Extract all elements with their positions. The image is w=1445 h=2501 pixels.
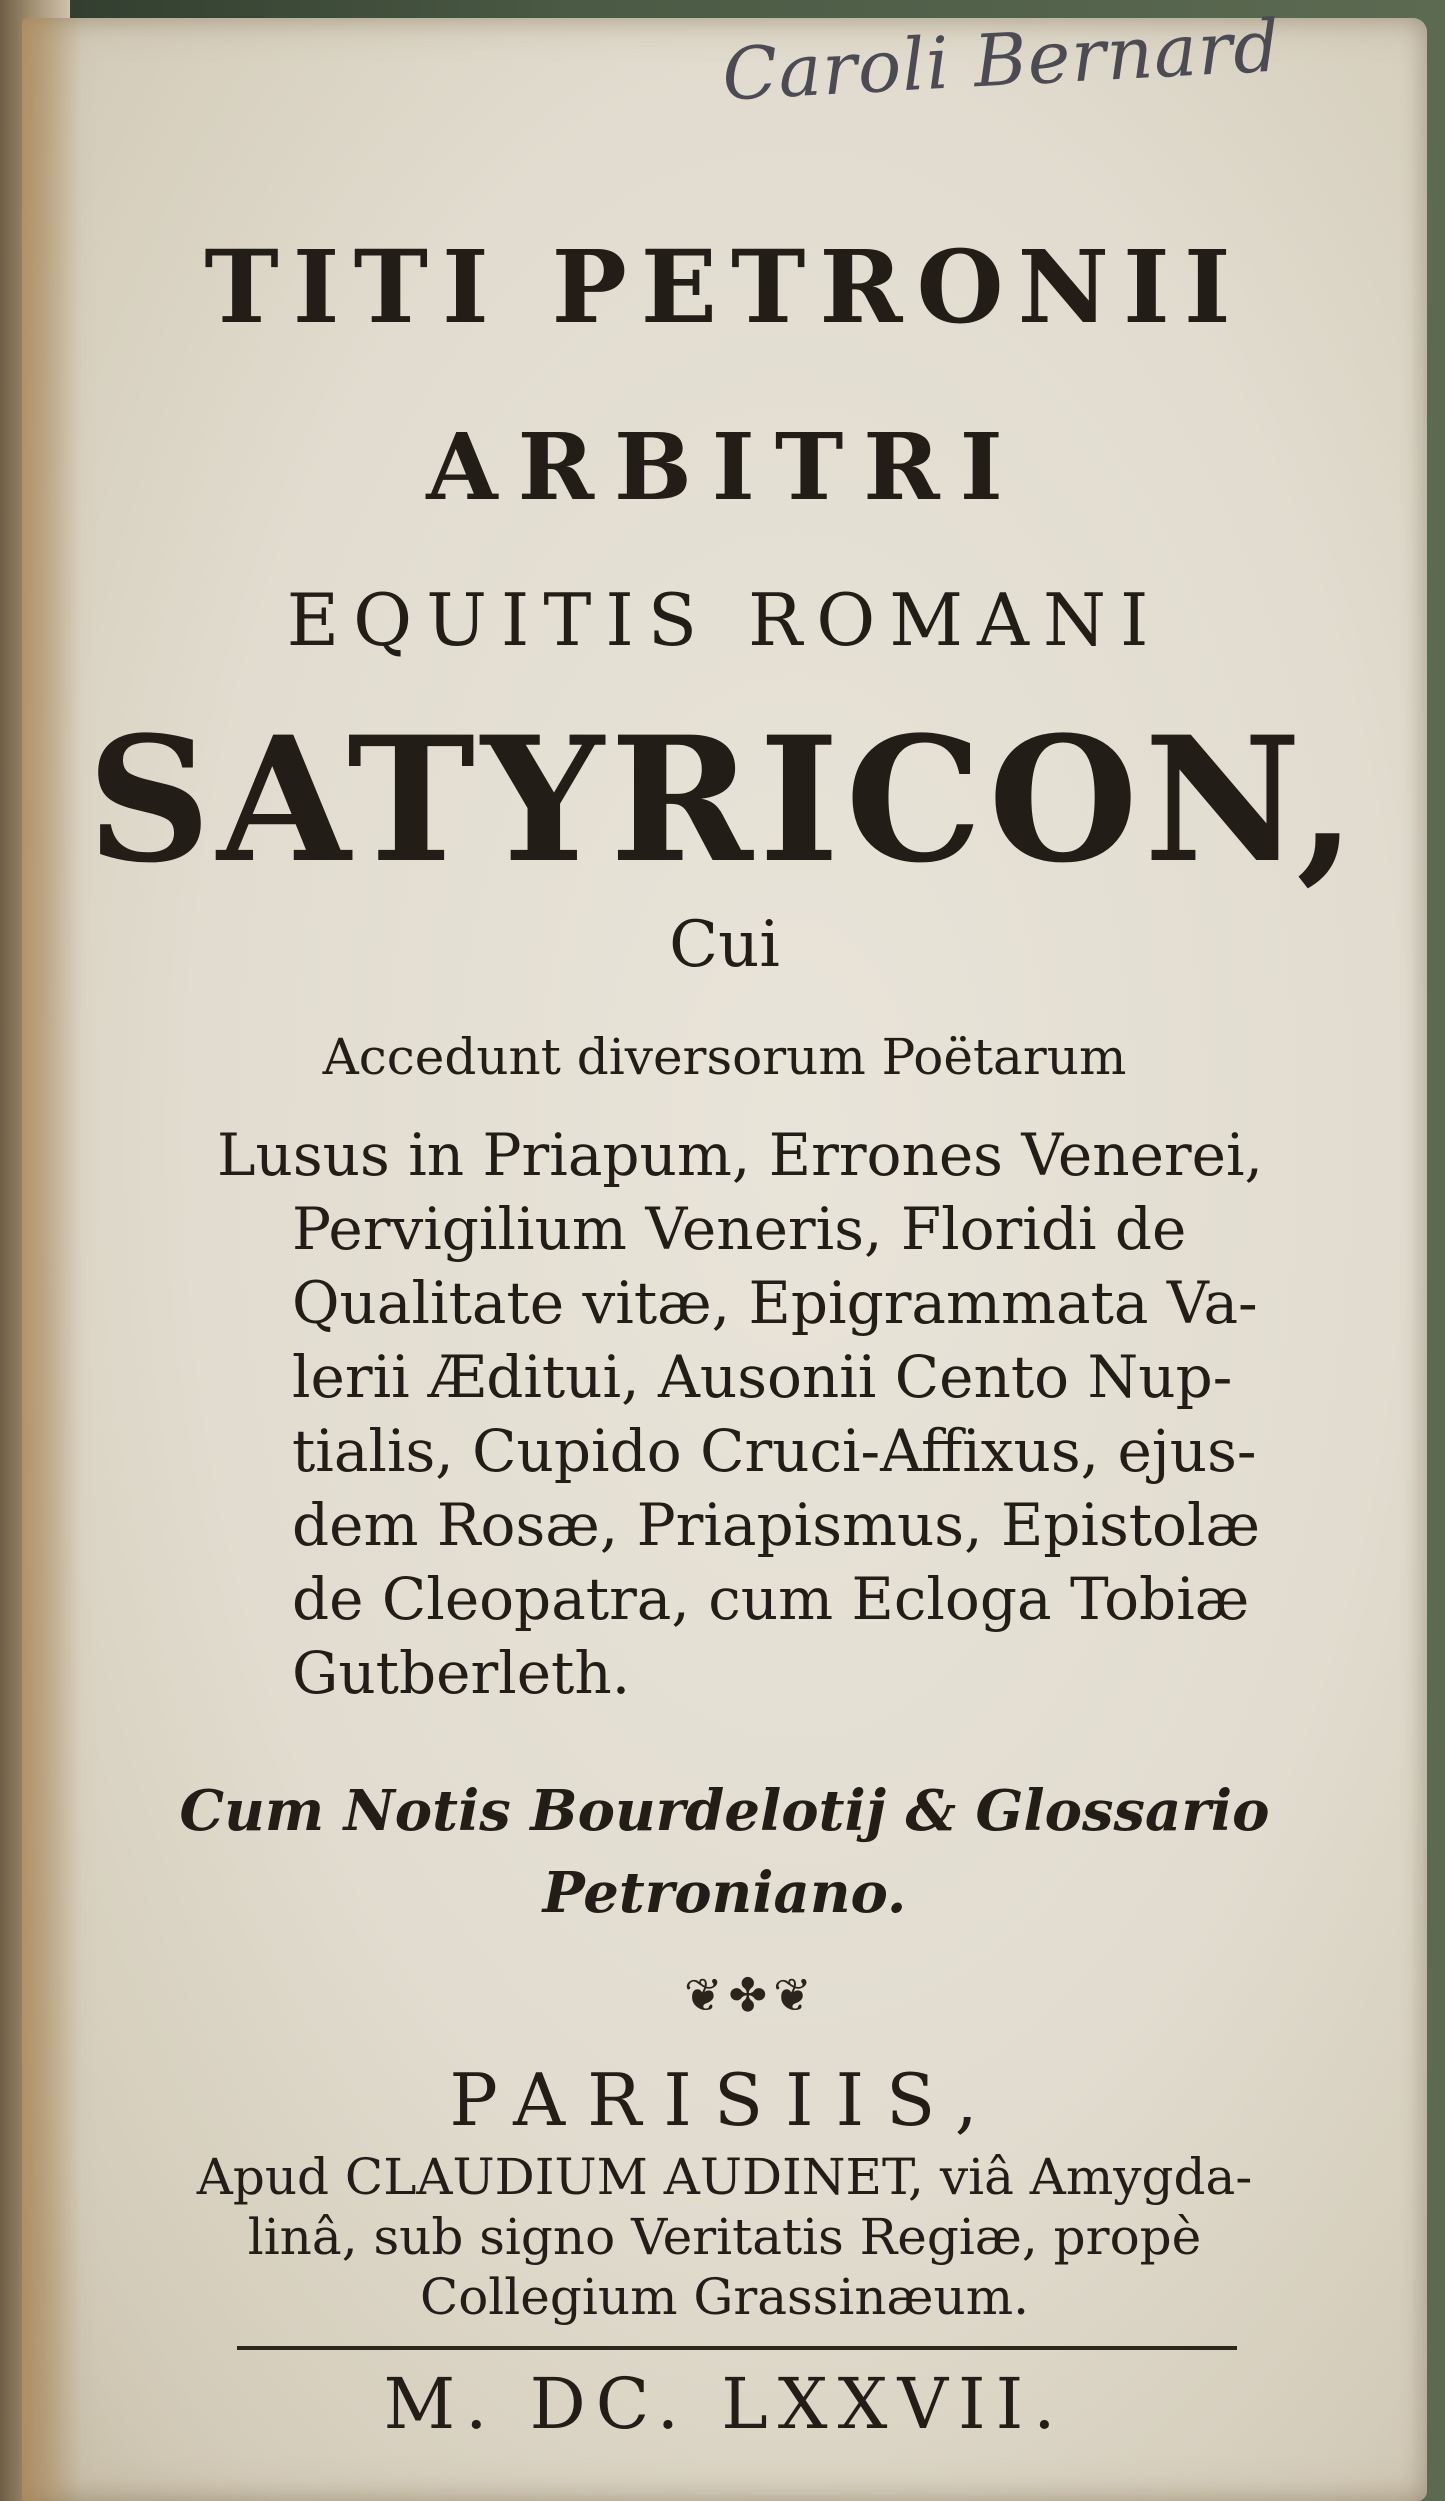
contents-line: dem Rosæ, Priapismus, Epistolæ [292,1491,1261,1559]
contents-line: lerii Æditui, Ausonii Cento Nup- [292,1343,1233,1411]
contents-line: tialis, Cupido Cruci-Affixus, ejus- [292,1417,1257,1485]
subtitle-line: Accedunt diversorum Poëtarum [322,1028,1127,1086]
title-page [22,3,1427,2501]
contents-line: de Cleopatra, cum Ecloga Tobiæ [292,1565,1250,1633]
contents-paragraph [217,1118,1347,1710]
imprint-line-3: Collegium Grassinæum. [419,2268,1030,2326]
imprint-place: PARISIIS, [449,2058,1000,2142]
main-title: SATYRICON, [86,698,1363,901]
publication-year: M. DC. LXXVII. [383,2363,1066,2445]
notes-line-1: Cum Notis Bourdelotij & Glossario [179,1778,1270,1844]
contents-line: Qualitate vitæ, Epigrammata Va- [292,1269,1258,1337]
title-line-2: ARBITRI [426,413,1023,521]
title-line-3: EQUITIS ROMANI [286,578,1163,662]
handwritten-signature: Caroli Bernard [720,3,1283,117]
contents-line: Pervigilium Veneris, Floridi de [292,1195,1187,1263]
imprint-line-2: linâ, sub signo Veritatis Regiæ, propè [247,2208,1202,2266]
contents-line: Lusus in Priapum, Errones Venerei, [217,1121,1263,1189]
contents-line: Gutberleth. [292,1639,631,1707]
title-line-cui: Cui [669,908,780,982]
imprint-line-1: Apud CLAUDIUM AUDINET, viâ Amygda- [196,2148,1253,2206]
notes-line-2: Petroniano. [542,1860,907,1926]
horizontal-rule [237,2346,1237,2350]
printer-ornament-icon: ❦✤❦ [684,1968,818,2022]
title-line-1: TITI PETRONII [204,228,1245,346]
